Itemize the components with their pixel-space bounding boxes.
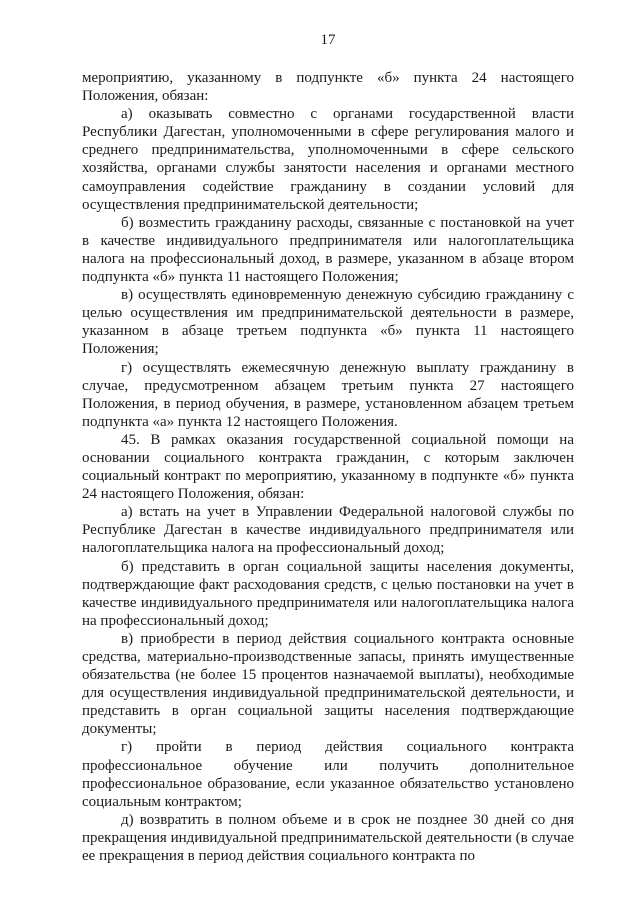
paragraph: г) осуществлять ежемесячную денежную выплату гражданину в случае, предусмотренном абзацем третьим пункта 27 настоящего Положения, в период обучения, в размере, установленном абзацем третьем подпункта «а» пункта 12 настоящего Положения. <box>82 359 574 430</box>
paragraph: б) представить в орган социальной защиты населения документы, подтверждающие факт расходования средств, с целью постановки на учет в качестве индивидуального предпринимателя или налогоплательщика налога на профессиональный доход; <box>82 558 574 629</box>
page-number: 17 <box>320 32 336 48</box>
paragraph: мероприятию, указанному в подпункте «б» пункта 24 настоящего Положения, обязан: <box>82 70 574 105</box>
paragraph: а) оказывать совместно с органами государственной власти Республики Дагестан, уполномоченными в сфере регулирования малого и среднего предпринимательства, уполномоченными в сфере сельского хозяйства, органами службы занятости населения и органами местного самоуправления содействие гражданину в создании условий для осуществления предпринимательской деятельности; <box>82 106 574 213</box>
paragraph: в) приобрести в период действия социального контракта основные средства, материально-производственные запасы, принять имущественные обязательства (не более 15 процентов назначаемой выплаты), необходимые для осуществления индивидуальной предпринимательской деятельности, и представить в орган социальной защиты населения подтверждающие документы; <box>82 630 574 738</box>
paragraph: г) пройти в период действия социального контракта профессиональное обучение или получить дополнительное профессиональное образование, если указанное обязательство установлено социальным контрактом; <box>82 739 574 810</box>
paragraph: в) осуществлять единовременную денежную субсидию гражданину с целью осуществления им предпринимательской деятельности в размере, указанном в абзаце третьем подпункта «б» пункта 11 настоящего Положения; <box>82 287 574 358</box>
document-body <box>82 69 574 865</box>
paragraph: 45. В рамках оказания государственной социальной помощи на основании социального контракта гражданин, с которым заключен социальный контракт по мероприятию, указанному в подпункте «б» пункта 24 настоящего Положения, обязан: <box>82 431 574 503</box>
paragraph: а) встать на учет в Управлении Федеральной налоговой службы по Республике Дагестан в качестве индивидуального предпринимателя или налогоплательщика налога на профессиональный доход; <box>82 504 574 557</box>
paragraph: б) возместить гражданину расходы, связанные с постановкой на учет в качестве индивидуального предпринимателя или налогоплательщика налога на профессиональный доход, в размере, указанном в абзаце втором подпункта «б» пункта 11 настоящего Положения; <box>82 214 574 286</box>
paragraph: д) возвратить в полном объеме и в срок не позднее 30 дней со дня прекращения индивидуальной предпринимательской деятельности (в случае ее прекращения в период действия социального контракта по <box>82 811 574 865</box>
